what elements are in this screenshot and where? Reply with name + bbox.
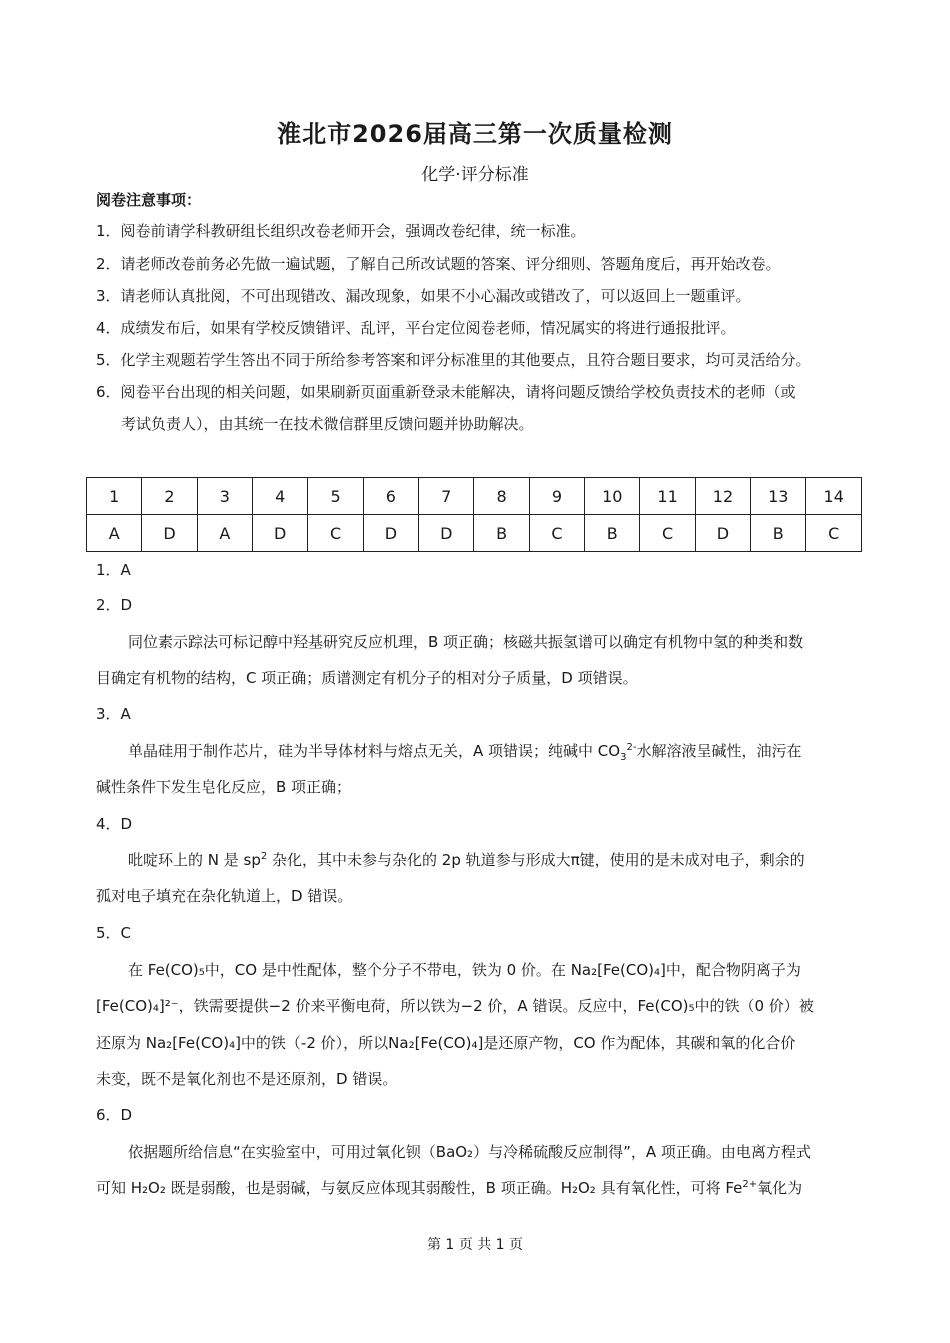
q3-text-line-2: 碱性条件下发生皂化反应，B 项正确； xyxy=(96,778,352,796)
question-number-cell: 11 xyxy=(640,478,695,515)
q3-label: 3．A xyxy=(96,705,131,723)
q3-text-line-1-a: 单晶硅用于制作芯片，硅为半导体材料与熔点无关，A 项错误；纯碱中 CO xyxy=(128,742,621,760)
answer-cell: A xyxy=(87,515,142,552)
question-number-cell: 14 xyxy=(806,478,862,515)
notice-item-4: 4．成绩发布后，如果有学校反馈错评、乱评，平台定位阅卷老师，情况属实的将进行通报批评。 xyxy=(96,319,736,337)
answer-cell: D xyxy=(363,515,418,552)
question-number-cell: 6 xyxy=(363,478,418,515)
q4-text-line-1-a: 吡啶环上的 N 是 sp xyxy=(128,851,261,869)
q6-text-line-2-a: 可知 H₂O₂ 既是弱酸，也是弱碱，与氨反应体现其弱酸性，B 项正确。H₂O₂ 具有氧化性，可将 Fe xyxy=(96,1179,743,1197)
q5-text-line-1: 在 Fe(CO)₅中，CO 是中性配体，整个分子不带电，铁为 0 价。在 Na₂[Fe(CO)₄]中，配合物阴离子为 xyxy=(128,961,801,979)
notice-item-2: 2．请老师改卷前务必先做一遍试题，了解自己所改试题的答案、评分细则、答题角度后，再开始改卷。 xyxy=(96,255,781,273)
question-number-cell: 3 xyxy=(197,478,252,515)
question-number-cell: 7 xyxy=(419,478,474,515)
question-number-cell: 12 xyxy=(695,478,750,515)
notice-item-6-cont: 考试负责人），由其统一在技术微信群里反馈问题并协助解决。 xyxy=(121,415,534,433)
q5-text-line-3: 还原为 Na₂[Fe(CO)₄]中的铁（-2 价），所以Na₂[Fe(CO)₄]是还原产物，CO 作为配体，其碳和氧的化合价 xyxy=(96,1034,796,1052)
answer-table-number-row xyxy=(87,478,862,515)
answer-cell: D xyxy=(142,515,197,552)
q6-text-line-2 xyxy=(96,1181,802,1196)
q4-text-line-1-b: 杂化，其中未参与杂化的 2p 轨道参与形成大π键，使用的是未成对电子，剩余的 xyxy=(267,851,805,869)
q2-label: 2．D xyxy=(96,596,133,614)
q5-text-line-2: [Fe(CO)₄]²⁻，铁需要提供−2 价来平衡电荷，所以铁为−2 价，A 错误。反应中，Fe(CO)₅中的铁（0 价）被 xyxy=(96,997,814,1015)
answer-cell: A xyxy=(197,515,252,552)
page-footer: 第 1 页 共 1 页 xyxy=(426,1237,524,1253)
answer-cell: B xyxy=(474,515,529,552)
answer-cell: D xyxy=(695,515,750,552)
question-number-cell: 13 xyxy=(751,478,806,515)
answer-cell: D xyxy=(253,515,308,552)
question-number-cell: 1 xyxy=(87,478,142,515)
page-subtitle: 化学·评分标准 xyxy=(421,165,529,185)
q5-text-line-4: 未变，既不是氧化剂也不是还原剂，D 错误。 xyxy=(96,1070,398,1088)
question-number-cell: 8 xyxy=(474,478,529,515)
q4-superscript: 2 xyxy=(260,851,268,862)
q3-superscript: 2- xyxy=(626,742,637,753)
question-number-cell: 5 xyxy=(308,478,363,515)
q2-text-line-1: 同位素示踪法可标记醇中羟基研究反应机理，B 项正确；核磁共振氢谱可以确定有机物中氢的种类和数 xyxy=(128,633,804,651)
q5-label: 5．C xyxy=(96,924,132,942)
q4-label: 4．D xyxy=(96,815,133,833)
q1-label: 1．A xyxy=(96,561,131,579)
q3-text-line-1 xyxy=(128,742,802,763)
q4-text-line-2: 孤对电子填充在杂化轨道上，D 错误。 xyxy=(96,887,353,905)
answer-cell: C xyxy=(806,515,862,552)
q4-text-line-1 xyxy=(128,853,805,868)
q2-text-line-2: 目确定有机物的结构，C 项正确；质谱测定有机分子的相对分子质量，D 项错误。 xyxy=(96,669,638,687)
notice-item-1: 1．阅卷前请学科教研组长组织改卷老师开会，强调改卷纪律，统一标准。 xyxy=(96,222,586,240)
q3-subscript: 3 xyxy=(620,752,627,763)
question-number-cell: 9 xyxy=(529,478,584,515)
answer-table-answer-row xyxy=(87,515,862,552)
answer-cell: C xyxy=(640,515,695,552)
notice-item-5: 5．化学主观题若学生答出不同于所给参考答案和评分标准里的其他要点，且符合题目要求，均可灵活给分。 xyxy=(96,351,811,369)
q6-text-line-1: 依据题所给信息“在实验室中，可用过氧化钡（BaO₂）与冷稀硫酸反应制得”，A 项正确。由电离方程式 xyxy=(128,1143,811,1161)
q6-label: 6．D xyxy=(96,1106,133,1124)
notice-item-3: 3．请老师认真批阅，不可出现错改、漏改现象，如果不小心漏改或错改了，可以返回上一题重评。 xyxy=(96,287,751,305)
notice-item-6: 6．阅卷平台出现的相关问题，如果刷新页面重新登录未能解决，请将问题反馈给学校负责技术的老师（或 xyxy=(96,383,796,401)
answer-cell: C xyxy=(529,515,584,552)
answer-cell: B xyxy=(751,515,806,552)
question-number-cell: 4 xyxy=(253,478,308,515)
answer-cell: D xyxy=(419,515,474,552)
question-number-cell: 10 xyxy=(585,478,640,515)
answer-table xyxy=(86,477,862,552)
notice-heading: 阅卷注意事项： xyxy=(96,191,202,209)
q6-text-line-2-b: 氧化为 xyxy=(757,1179,803,1197)
answer-cell: B xyxy=(585,515,640,552)
q3-text-line-1-b: 水解溶液呈碱性，油污在 xyxy=(636,742,802,760)
question-number-cell: 2 xyxy=(142,478,197,515)
q6-superscript: 2+ xyxy=(742,1179,758,1190)
page-title: 淮北市2026届高三第一次质量检测 xyxy=(277,120,673,148)
answer-cell: C xyxy=(308,515,363,552)
